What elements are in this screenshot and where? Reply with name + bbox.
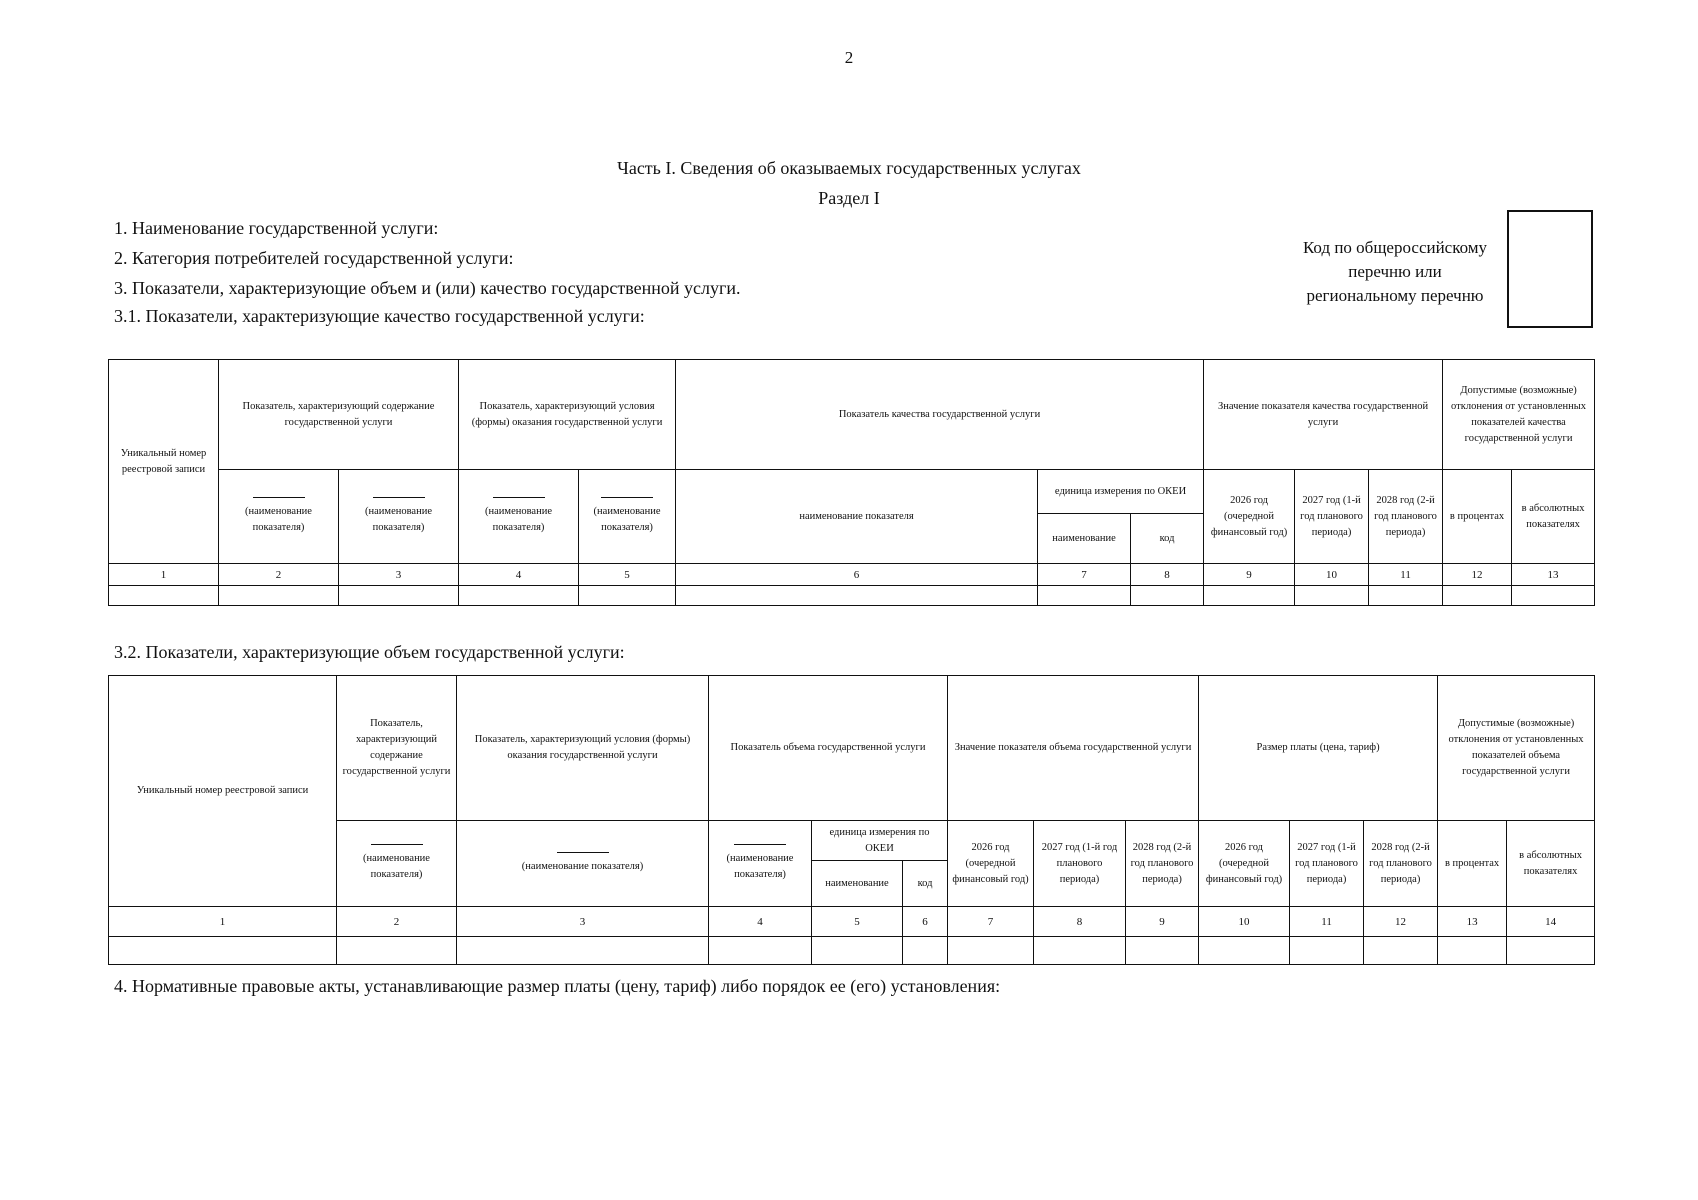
t1-deviation-absolute: в абсолютных показателях [1512,470,1595,564]
item-service-name: 1. Наименование государственной услуги: [114,218,439,238]
t2-col-number: 5 [812,907,903,937]
t1-col-number: 10 [1295,564,1369,586]
t2-value-2026: 2026 год (очередной финансовый год) [948,821,1034,907]
item-quality-indicators: 3.1. Показатели, характеризующие качество государственной услуги: [114,306,645,326]
t2-deviation-absolute: в абсолютных показателях [1507,821,1595,907]
registry-code-label-line1: Код по общероссийскому [1302,238,1488,257]
item-consumer-category: 2. Категория потребителей государственной услуги: [114,248,514,268]
item-volume-indicators: 3.2. Показатели, характеризующие объем государственной услуги: [114,642,625,662]
t2-cell[interactable] [1199,937,1290,965]
t1-col-number: 3 [339,564,459,586]
t2-cell[interactable] [812,937,903,965]
t1-year-2027: 2027 год (1-й год планового периода) [1295,470,1369,564]
t2-header-volume-value: Значение показателя объема государственной услуги [948,676,1199,821]
section-title: Раздел I [818,188,880,208]
t2-okei-code: код [903,861,948,907]
t2-header-unique-number: Уникальный номер реестровой записи [109,676,337,907]
t1-cell[interactable] [1369,586,1443,606]
t2-fee-2026: 2026 год (очередной финансовый год) [1199,821,1290,907]
registry-code-label-line3: региональному перечню [1306,286,1484,305]
t1-col-number: 1 [109,564,219,586]
t2-cell[interactable] [903,937,948,965]
t2-header-fee: Размер платы (цена, тариф) [1199,676,1438,821]
quality-indicators-table [108,359,1595,606]
t1-cell[interactable] [1204,586,1295,606]
t1-conditions-ind-2: (наименование показателя) [579,470,676,564]
registry-code-label [1282,236,1508,308]
t1-cell[interactable] [1512,586,1595,606]
t1-col-number: 7 [1038,564,1131,586]
t2-header-deviation: Допустимые (возможные) отклонения от установленных показателей объема государственной услуги [1438,676,1595,821]
t1-col-number: 2 [219,564,339,586]
t2-fee-2027: 2027 год (1-й год планового периода) [1290,821,1364,907]
t2-volume-ind-name: (наименование показателя) [709,821,812,907]
t1-deviation-percent: в процентах [1443,470,1512,564]
t1-indicator-name: наименование показателя [676,470,1038,564]
t1-cell[interactable] [219,586,339,606]
t1-cell[interactable] [676,586,1038,606]
t1-data-row [109,586,1595,606]
t1-col-number: 12 [1443,564,1512,586]
t1-header-quality-indicator: Показатель качества государственной услуги [676,360,1204,470]
t2-content-ind: (наименование показателя) [337,821,457,907]
page-number: 2 [844,48,854,67]
t1-header-deviation: Допустимые (возможные) отклонения от установленных показателей качества государственной услуги [1443,360,1595,470]
t2-header-content-indicator: Показатель, характеризующий содержание государственной услуги [337,676,457,821]
t1-year-2026: 2026 год (очередной финансовый год) [1204,470,1295,564]
item-indicators: 3. Показатели, характеризующие объем и (или) качество государственной услуги. [114,278,741,298]
t2-cell[interactable] [457,937,709,965]
t1-cell[interactable] [339,586,459,606]
t2-cell[interactable] [1364,937,1438,965]
t2-cell[interactable] [709,937,812,965]
t2-col-number: 14 [1507,907,1595,937]
t1-cell[interactable] [109,586,219,606]
t2-fee-2028: 2028 год (2-й год планового периода) [1364,821,1438,907]
t1-cell[interactable] [1295,586,1369,606]
t1-col-number: 4 [459,564,579,586]
t2-col-number: 2 [337,907,457,937]
t2-col-number: 3 [457,907,709,937]
registry-code-label-line2: перечню или [1348,262,1442,281]
t1-col-number: 9 [1204,564,1295,586]
t2-col-number: 1 [109,907,337,937]
registry-code-box[interactable] [1507,210,1593,328]
t2-cell[interactable] [1290,937,1364,965]
t1-header-quality-value: Значение показателя качества государственной услуги [1204,360,1443,470]
t1-cell[interactable] [459,586,579,606]
t2-cell[interactable] [337,937,457,965]
t1-col-number: 6 [676,564,1038,586]
t1-content-ind-1: (наименование показателя) [219,470,339,564]
t1-cell[interactable] [1443,586,1512,606]
t2-header-conditions-indicator: Показатель, характеризующий условия (формы) оказания государственной услуги [457,676,709,821]
t1-cell[interactable] [1131,586,1204,606]
t1-col-number: 8 [1131,564,1204,586]
t2-col-number: 7 [948,907,1034,937]
t2-cell[interactable] [1126,937,1199,965]
part-title: Часть I. Сведения об оказываемых государственных услугах [617,158,1081,178]
t2-okei-name: наименование [812,861,903,907]
t1-content-ind-2: (наименование показателя) [339,470,459,564]
t1-okei-name: наименование [1038,514,1131,564]
t1-cell[interactable] [579,586,676,606]
t2-cell[interactable] [1507,937,1595,965]
t2-col-number: 12 [1364,907,1438,937]
t1-cell[interactable] [1038,586,1131,606]
t1-col-number: 13 [1512,564,1595,586]
volume-indicators-table [108,675,1595,965]
t1-header-unique-number: Уникальный номер реестровой записи [109,360,219,564]
t2-cell[interactable] [109,937,337,965]
t2-deviation-percent: в процентах [1438,821,1507,907]
t1-col-number: 11 [1369,564,1443,586]
t2-value-2028: 2028 год (2-й год планового периода) [1126,821,1199,907]
t1-header-content-indicator: Показатель, характеризующий содержание государственной услуги [219,360,459,470]
t1-year-2028: 2028 год (2-й год планового периода) [1369,470,1443,564]
t1-okei-code: код [1131,514,1204,564]
t2-col-number: 8 [1034,907,1126,937]
t2-conditions-ind: (наименование показателя) [457,821,709,907]
t1-conditions-ind-1: (наименование показателя) [459,470,579,564]
t2-value-2027: 2027 год (1-й год планового периода) [1034,821,1126,907]
t1-header-conditions-indicator: Показатель, характеризующий условия (формы) оказания государственной услуги [459,360,676,470]
t2-col-number: 9 [1126,907,1199,937]
t2-cell[interactable] [1034,937,1126,965]
t2-cell[interactable] [948,937,1034,965]
t2-col-number: 10 [1199,907,1290,937]
t1-okei-unit: единица измерения по ОКЕИ [1038,470,1204,514]
t1-col-number: 5 [579,564,676,586]
t2-col-number: 6 [903,907,948,937]
t2-data-row [109,937,1595,965]
item-legal-acts: 4. Нормативные правовые акты, устанавливающие размер платы (цену, тариф) либо порядок ее (его) установления: [114,976,1001,996]
t2-cell[interactable] [1438,937,1507,965]
t2-okei-unit: единица измерения по ОКЕИ [812,821,948,861]
t2-col-number: 13 [1438,907,1507,937]
t2-col-number: 4 [709,907,812,937]
t2-col-number: 11 [1290,907,1364,937]
t2-header-volume-indicator: Показатель объема государственной услуги [709,676,948,821]
